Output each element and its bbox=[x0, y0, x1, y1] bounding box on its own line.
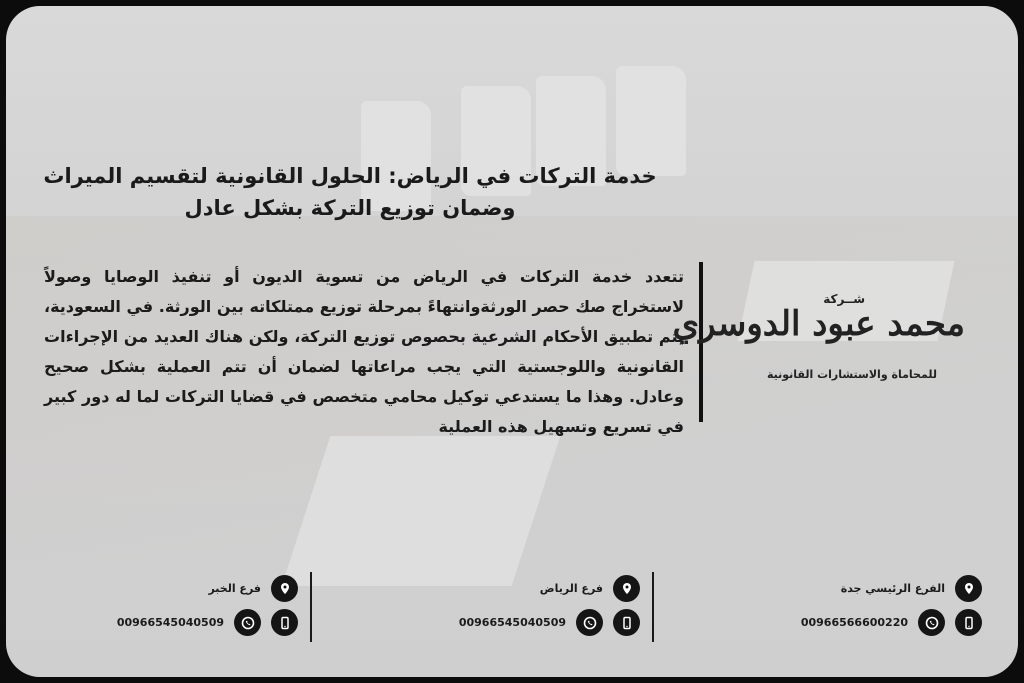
whatsapp-icon[interactable] bbox=[576, 609, 603, 636]
branch-khobar bbox=[108, 575, 298, 645]
branch-divider bbox=[310, 572, 312, 642]
branch-name: الفرع الرئيسي جدة bbox=[840, 582, 945, 595]
branch-name: فرع الرياض bbox=[539, 582, 603, 595]
branch-divider bbox=[652, 572, 654, 642]
title-line-2: وضمان توزيع التركة بشكل عادل bbox=[184, 196, 516, 220]
whatsapp-icon[interactable] bbox=[234, 609, 261, 636]
branch-phone[interactable]: 00966545040509 bbox=[116, 616, 224, 629]
logo-subtitle: للمحاماة والاستشارات القانونية bbox=[766, 368, 937, 381]
article-body: تتعدد خدمة التركات في الرياض من تسوية الديون أو تنفيذ الوصايا وصولاً لاستخراج صك حصر الورثةوانتهاءً بمرحلة توزيع ممتلكاته بين الورثة. في السعودية، يتم تطبيق الأحكام الشرعية بحصوص توزيع التركة، ولكن هناك العديد من الإجراءات القانونية واللوجستية التي يجب مراعاتها لضمان أن تتم العملية بشكل صحيح وعادل. وهذا ما يستدعي توكيل محامي متخصص في قضايا التركات لما له دور كبير في تسريع وتسهيل هذه العملية bbox=[44, 267, 684, 436]
mobile-phone-icon[interactable] bbox=[271, 609, 298, 636]
location-pin-icon bbox=[955, 575, 982, 602]
logo-company-word: شــركة bbox=[823, 292, 865, 306]
mobile-phone-icon[interactable] bbox=[955, 609, 982, 636]
branch-phone[interactable]: 00966566600220 bbox=[800, 616, 908, 629]
logo-name: محمد عبود الدوسري bbox=[672, 304, 965, 344]
location-pin-icon bbox=[613, 575, 640, 602]
background-paper bbox=[282, 436, 561, 586]
title-line-1: خدمة التركات في الرياض: الحلول القانونية لتقسيم الميراث bbox=[43, 164, 657, 188]
mobile-phone-icon[interactable] bbox=[613, 609, 640, 636]
branch-phone[interactable]: 00966545040509 bbox=[458, 616, 566, 629]
branch-jeddah bbox=[790, 575, 982, 645]
article-title bbox=[40, 160, 660, 224]
whatsapp-icon[interactable] bbox=[918, 609, 945, 636]
branch-riyadh bbox=[450, 575, 640, 645]
company-logo bbox=[672, 290, 985, 400]
branch-name: فرع الخبر bbox=[208, 582, 261, 595]
location-pin-icon bbox=[271, 575, 298, 602]
